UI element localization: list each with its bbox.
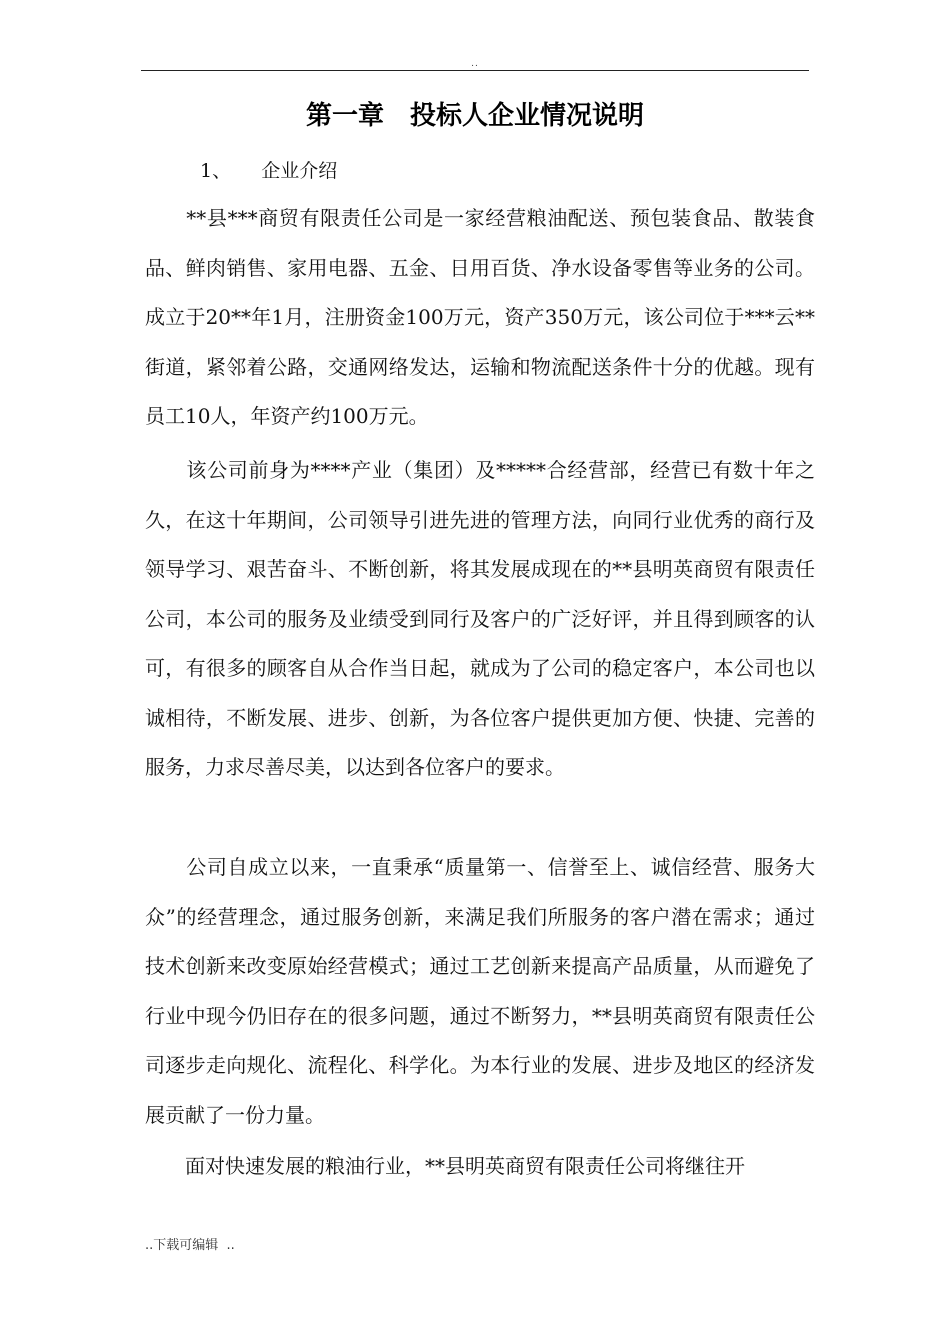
header-mark: .. [471, 59, 479, 69]
chapter-title: 第一章 投标人企业情况说明 [305, 101, 644, 131]
paragraph-company-intro: **县***商贸有限责任公司是一家经营粮油配送、预包装食品、散装食品、鲜肉销售、家用电器、五金、日用百货、净水设备零售等业务的公司。成立于20**年1月，注册资金100万元，资产350万元，该公司位于***云**街道，紧邻着公路，交通网络发达，运输和物流配送条件十分的优越。现有员工10人，年资产约100万元。 [145, 206, 815, 428]
section-heading [200, 155, 337, 187]
footer-note: ..下载可编辑 .. [145, 1238, 235, 1253]
header-rule [141, 70, 809, 71]
section-title: 企业介绍 [261, 160, 338, 182]
paragraph-company-philosophy: 公司自成立以来，一直秉承“质量第一、信誉至上、诚信经营、服务大众”的经营理念，通过服务创新，来满足我们所服务的客户潜在需求；通过技术创新来改变原始经营模式；通过工艺创新来提高产品质量，从而避免了行业中现今仍旧存在的很多问题，通过不断努力，**县明英商贸有限责任公司逐步走向规化、流程化、科学化。为本行业的发展、进步及地区的经济发展贡献了一份力量。 [145, 855, 815, 1127]
paragraph-company-history: 该公司前身为****产业（集团）及*****合经营部，经营已有数十年之久，在这十年期间，公司领导引进先进的管理方法，向同行业优秀的商行及领导学习、艰苦奋斗、不断创新，将其发展成现在的**县明英商贸有限责任公司，本公司的服务及业绩受到同行及客户的广泛好评，并且得到顾客的认可，有很多的顾客自从合作当日起，就成为了公司的稳定客户，本公司也以诚相待，不断发展、进步、创新，为各位客户提供更加方便、快捷、完善的服务，力求尽善尽美，以达到各位客户的要求。 [145, 458, 815, 779]
paragraph-company-outlook: 面对快速发展的粮油行业，**县明英商贸有限责任公司将继往开 [145, 1154, 745, 1178]
section-number: 1、 [200, 160, 232, 182]
